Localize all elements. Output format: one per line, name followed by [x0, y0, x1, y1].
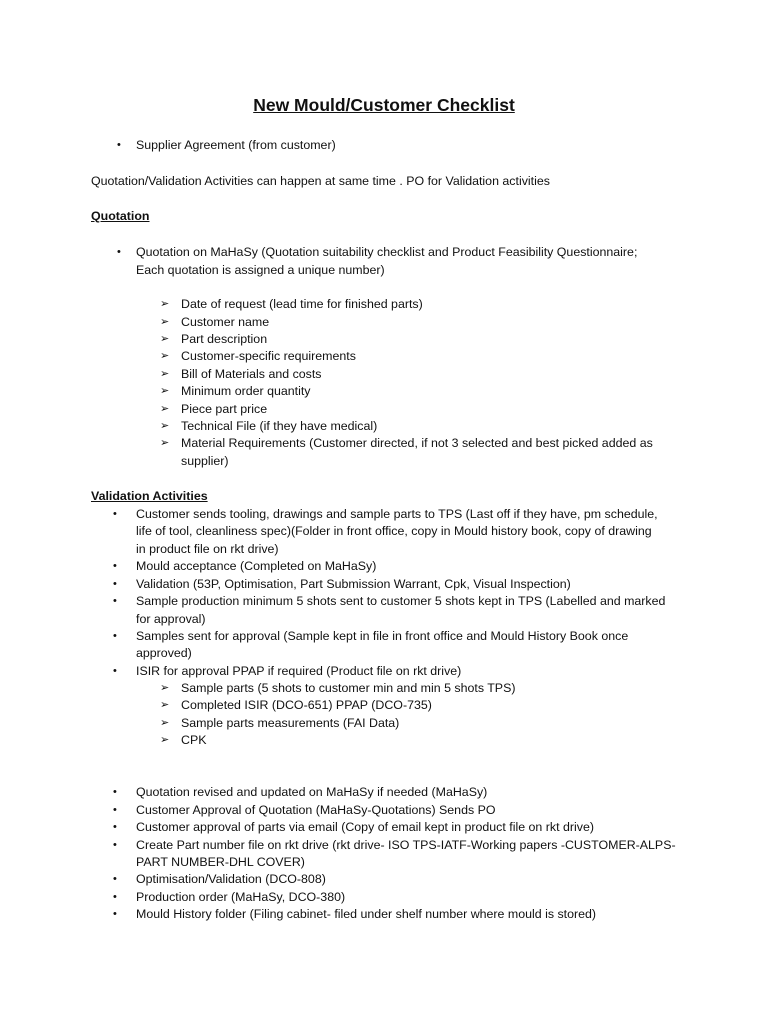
- arrow-bullet-icon: ➢: [160, 298, 170, 310]
- quotation-sub-item: Bill of Materials and costs: [181, 367, 322, 381]
- arrow-bullet-icon: ➢: [160, 385, 170, 397]
- final-item: Optimisation/Validation (DCO-808): [136, 872, 326, 886]
- final-item-continued: PART NUMBER-DHL COVER): [136, 855, 305, 869]
- arrow-bullet-icon: ➢: [160, 437, 170, 449]
- validation-item: Mould acceptance (Completed on MaHaSy): [136, 559, 377, 573]
- bullet-icon: •: [113, 786, 117, 798]
- bullet-icon: •: [113, 839, 117, 851]
- quotation-main-item-line2: Each quotation is assigned a unique number): [136, 263, 385, 277]
- final-item: Customer approval of parts via email (Copy of email kept in product file on rkt drive): [136, 820, 594, 834]
- arrow-bullet-icon: ➢: [160, 316, 170, 328]
- quotation-sub-item: Customer name: [181, 315, 270, 329]
- arrow-bullet-icon: ➢: [160, 403, 170, 415]
- validation-item: Samples sent for approval (Sample kept in file in front office and Mould History Book once: [136, 629, 629, 643]
- validation-item-continued: life of tool, cleanliness spec)(Folder in front office, copy in Mould history book, copy of drawing: [136, 524, 652, 538]
- arrow-bullet-icon: ➢: [160, 717, 170, 729]
- bullet-icon: •: [113, 821, 117, 833]
- intro-line: Quotation/Validation Activities can happen at same time . PO for Validation activities: [91, 174, 550, 188]
- final-item: Create Part number file on rkt drive (rkt drive- ISO TPS-IATF-Working papers -CUSTOMER-ALPS-: [136, 838, 676, 852]
- validation-item-continued: approved): [136, 646, 192, 660]
- quotation-sub-item: Date of request (lead time for finished parts): [181, 297, 423, 311]
- quotation-sub-item: Part description: [181, 332, 268, 346]
- final-item: Mould History folder (Filing cabinet- filed under shelf number where mould is stored): [136, 907, 597, 921]
- page-title: New Mould/Customer Checklist: [253, 95, 515, 115]
- bullet-icon: •: [117, 139, 121, 151]
- arrow-bullet-icon: ➢: [160, 734, 170, 746]
- bullet-icon: •: [113, 508, 117, 520]
- validation-item: Customer sends tooling, drawings and sample parts to TPS (Last off if they have, pm schedule,: [136, 507, 658, 521]
- bullet-icon: •: [113, 560, 117, 572]
- supplier-agreement-item: Supplier Agreement (from customer): [136, 138, 336, 152]
- bullet-icon: •: [113, 891, 117, 903]
- bullet-icon: •: [113, 665, 117, 677]
- quotation-sub-item: Minimum order quantity: [181, 384, 311, 398]
- validation-heading: Validation Activities: [91, 489, 208, 503]
- quotation-heading: Quotation: [91, 209, 150, 223]
- arrow-bullet-icon: ➢: [160, 350, 170, 362]
- validation-item-continued: in product file on rkt drive): [136, 542, 279, 556]
- arrow-bullet-icon: ➢: [160, 368, 170, 380]
- quotation-sub-item-continued: supplier): [181, 454, 229, 468]
- bullet-icon: •: [117, 246, 121, 258]
- bullet-icon: •: [113, 630, 117, 642]
- bullet-icon: •: [113, 873, 117, 885]
- validation-item: Sample production minimum 5 shots sent to customer 5 shots kept in TPS (Labelled and marked: [136, 594, 666, 608]
- bullet-icon: •: [113, 804, 117, 816]
- arrow-bullet-icon: ➢: [160, 699, 170, 711]
- bullet-icon: •: [113, 578, 117, 590]
- final-item: Quotation revised and updated on MaHaSy if needed (MaHaSy): [136, 785, 488, 799]
- isir-sub-item: Completed ISIR (DCO-651) PPAP (DCO-735): [181, 698, 432, 712]
- quotation-main-item-line1: Quotation on MaHaSy (Quotation suitability checklist and Product Feasibility Questionnaire;: [136, 245, 638, 259]
- validation-item: Validation (53P, Optimisation, Part Submission Warrant, Cpk, Visual Inspection): [136, 577, 571, 591]
- isir-sub-item: CPK: [181, 733, 207, 747]
- validation-item: ISIR for approval PPAP if required (Product file on rkt drive): [136, 664, 462, 678]
- arrow-bullet-icon: ➢: [160, 420, 170, 432]
- bullet-icon: •: [113, 595, 117, 607]
- quotation-sub-item: Technical File (if they have medical): [181, 419, 378, 433]
- arrow-bullet-icon: ➢: [160, 333, 170, 345]
- quotation-sub-item: Customer-specific requirements: [181, 349, 356, 363]
- final-item: Customer Approval of Quotation (MaHaSy-Quotations) Sends PO: [136, 803, 496, 817]
- arrow-bullet-icon: ➢: [160, 682, 170, 694]
- isir-sub-item: Sample parts measurements (FAI Data): [181, 716, 400, 730]
- quotation-sub-item: Piece part price: [181, 402, 268, 416]
- isir-sub-item: Sample parts (5 shots to customer min and min 5 shots TPS): [181, 681, 516, 695]
- validation-item-continued: for approval): [136, 612, 206, 626]
- quotation-sub-item: Material Requirements (Customer directed, if not 3 selected and best picked added as: [181, 436, 653, 450]
- bullet-icon: •: [113, 908, 117, 920]
- final-item: Production order (MaHaSy, DCO-380): [136, 890, 346, 904]
